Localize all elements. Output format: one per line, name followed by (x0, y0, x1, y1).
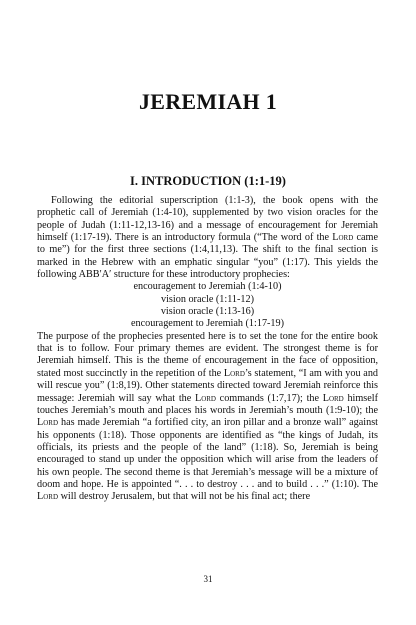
structure-outline (37, 281, 378, 330)
divine-name-smallcaps: Lord (223, 367, 245, 379)
paragraph-themes: The purpose of the prophecies presented here is to set the tone for the entire book that is to follow. Four primary themes are evident. The strongest theme is for Jeremiah himself. This is the theme of encouragement in the face of opposition, stated most succinctly in the repetition of the Lord’s statement, “I am with you and will rescue you” (1:8,19). Other statements directed toward Jeremiah reinforce this message: Jeremiah will say what the Lord commands (1:7,17); the Lord himself touches Jeremiah’s mouth and places his words in Jeremiah’s mouth (1:9-10); the Lord has made Jeremiah “a fortified city, an iron pillar and a bronze wall” against his opponents (1:18). Those opponents are identified as “the kings of Judah, its officials, its priests and the people of the land” (1:18). So, Jeremiah is being encouraged to stand up under the opposition which will arise from the leaders of his own people. The second theme is that Jeremiah’s message will be a mixture of doom and hope. He is appointed “. . . to destroy . . . and to build . . .” (1:10). The Lord will destroy Jerusalem, but that will not be his final act; there (37, 330, 379, 503)
divine-name-smallcaps: Lord (194, 392, 216, 404)
outline-item: encouragement to Jeremiah (1:4-10) (133, 281, 282, 293)
outline-item: vision oracle (1:13-16) (160, 306, 255, 318)
page-number: 31 (203, 574, 213, 584)
outline-item: encouragement to Jeremiah (1:17-19) (130, 318, 285, 330)
divine-name-smallcaps: Lord (332, 232, 354, 244)
section-heading: I. INTRODUCTION (1:1-19) (130, 174, 286, 188)
divine-name-smallcaps: Lord (37, 417, 59, 429)
paragraph-intro: Following the editorial superscription (1:1-3), the book opens with the prophetic call of Jeremiah (1:4-10), supplemented by two vision oracles for the people of Judah (1:11-12,13-16) and a message of encouragement for Jeremiah himself (1:17-19). There is an introductory formula (“The word of the Lord came to me”) for the first three sections (1:4,11,13). The shift to the final section is marked in the Hebrew with an emphatic singular “you” (1:17). This yields the following ABB′A′ structure for these introductory prophecies: (37, 195, 378, 281)
body-text (37, 195, 378, 504)
divine-name-smallcaps: Lord (322, 392, 344, 404)
chapter-title: JEREMIAH 1 (138, 89, 278, 114)
divine-name-smallcaps: Lord (37, 491, 59, 503)
outline-item: vision oracle (1:11-12) (161, 293, 254, 305)
